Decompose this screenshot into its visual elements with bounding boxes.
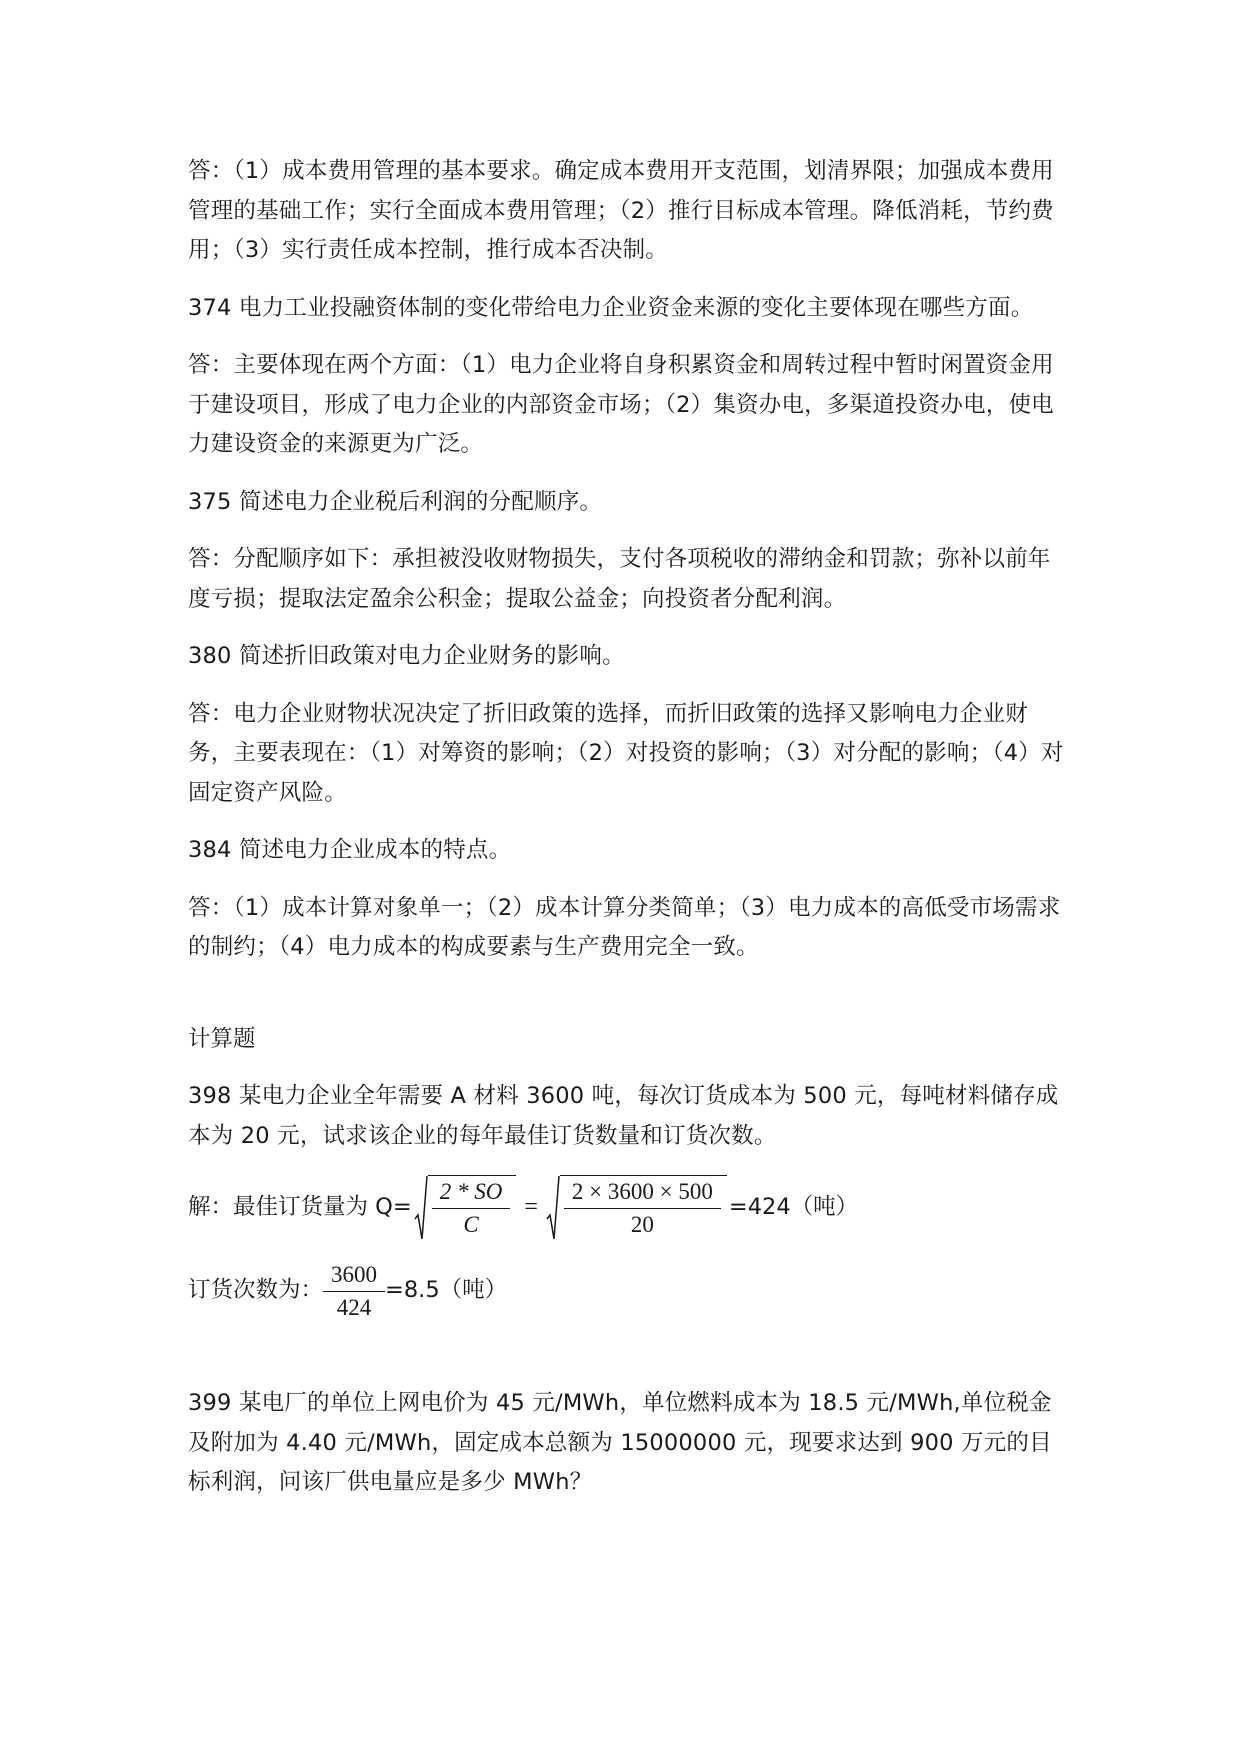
- question-375: 375 简述电力企业税后利润的分配顺序。: [188, 488, 603, 515]
- order-fraction-numerator: 3600: [331, 1261, 378, 1287]
- fraction-1-numerator: 2 * SO: [439, 1179, 503, 1204]
- document-page: [188, 152, 1064, 1503]
- fraction-2-denominator: 20: [564, 1208, 721, 1239]
- radical-sign-icon: [414, 1175, 428, 1241]
- question-399: 399 某电厂的单位上网电价为 45 元/MWh，单位燃料成本为 18.5 元/MWh,单位税金及附加为 4.40 元/MWh，固定成本总额为 15000000 元，现要求达到 900 万元的目标利润，问该厂供电量应是多少 MWh？: [188, 1390, 1052, 1495]
- order-fraction-denominator: 424: [323, 1291, 385, 1322]
- equals-sign: =: [524, 1194, 538, 1221]
- fraction-2: [568, 1178, 717, 1239]
- answer-375: 答：分配顺序如下：承担被没收财物损失，支付各项税收的滞纳金和罚款；弥补以前年度亏损；提取法定盈余公积金；提取公益金；向投资者分配利润。: [188, 546, 1051, 612]
- order-count-formula: [188, 1260, 1064, 1322]
- answer-384: 答：（1）成本计算对象单一；（2）成本计算分类简单；（3）电力成本的高低受市场需求的制约；（4）电力成本的构成要素与生产费用完全一致。: [188, 894, 1061, 960]
- fraction-2-numerator: 2 × 3600 × 500: [571, 1179, 713, 1204]
- solution-prefix: 解：最佳订货量为 Q=: [188, 1194, 412, 1221]
- solution-398-formula: [188, 1174, 1064, 1242]
- radical-sign-icon: [546, 1175, 560, 1241]
- answer-380: 答：电力企业财物状况决定了折旧政策的选择，而折旧政策的选择又影响电力企业财务，主要表现在：（1）对筹资的影响；（2）对投资的影响；（3）对分配的影响；（4）对固定资产风险。: [188, 700, 1064, 806]
- order-fraction: [327, 1261, 381, 1322]
- question-380: 380 简述折旧政策对电力企业财务的影响。: [188, 643, 625, 669]
- fraction-1-denominator: C: [432, 1208, 511, 1239]
- sqrt-2: [546, 1175, 727, 1241]
- order-count-result: =8.5（吨）: [385, 1277, 508, 1304]
- radicand-2: [560, 1175, 727, 1241]
- order-count-prefix: 订货次数为：: [188, 1277, 324, 1304]
- radicand-1: [428, 1175, 517, 1241]
- fraction-1: [436, 1178, 507, 1239]
- answer-373: 答：（1）成本费用管理的基本要求。确定成本费用开支范围，划清界限；加强成本费用管理的基础工作；实行全面成本费用管理；（2）推行目标成本管理。降低消耗，节约费用；（3）实行责任成本控制，推行成本否决制。: [188, 158, 1054, 263]
- solution-result: =424（吨）: [728, 1194, 859, 1221]
- question-384: 384 简述电力企业成本的特点。: [188, 837, 512, 863]
- sqrt-1: [414, 1175, 517, 1241]
- question-374: 374 电力工业投融资体制的变化带给电力企业资金来源的变化主要体现在哪些方面。: [188, 294, 1034, 321]
- question-398: 398 某电力企业全年需要 A 材料 3600 吨，每次订货成本为 500 元，每吨材料储存成本为 20 元，试求该企业的每年最佳订货数量和订货次数。: [188, 1083, 1059, 1149]
- section-title: 计算题: [188, 1025, 256, 1052]
- answer-374: 答：主要体现在两个方面：（1）电力企业将自身积累资金和周转过程中暂时闲置资金用于建设项目，形成了电力企业的内部资金市场；（2）集资办电，多渠道投资办电，使电力建设资金的来源更为广泛。: [188, 352, 1054, 457]
